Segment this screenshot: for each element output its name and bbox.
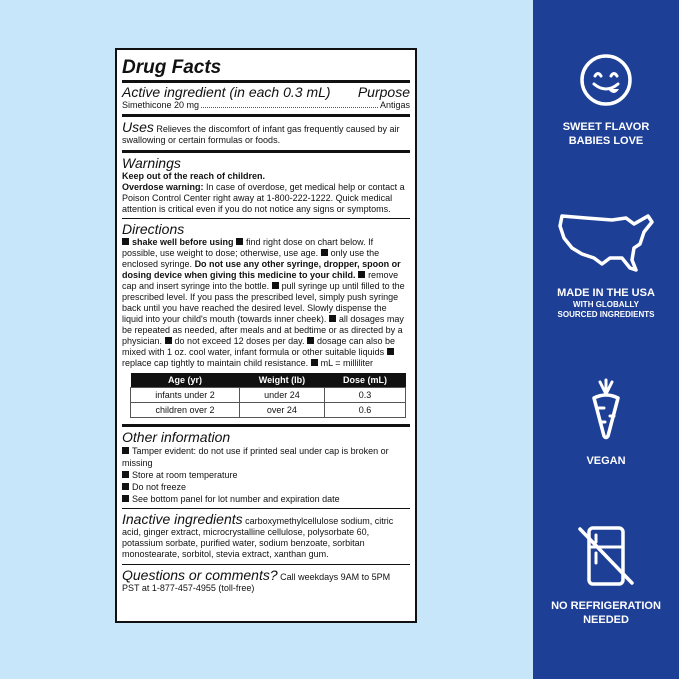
list-item: See bottom panel for lot number and expiration date xyxy=(122,493,410,505)
directions-text: shake well before using find right dose on chart below. If possible, use weight to dose; otherwise, use age. only use the enclosed syringe. Do not use any other syringe, dropper, spoon or dosing device when giving this medicine to your child. remove cap and insert syringe into the bottle. pull syringe up until filled to the prescribed level. If you pass the prescribed level, simply push syringe back until you have reached the desired level. Slowly dispense the liquid into your child's mouth (towards inner cheek). all dosages may be repeated as needed, after meals and at bedtime or as directed by a physician. do not exceed 12 doses per day. dosage can also be mixed with 1 oz. cool water, infant formula or other suitable liquids replace cap tightly to maintain child resistance. mL = milliliter xyxy=(122,237,405,368)
uses-heading: Uses xyxy=(122,119,154,135)
feature-sweet-flavor xyxy=(533,52,679,148)
inactive-heading: Inactive ingredients xyxy=(122,511,243,527)
other-info-heading: Other information xyxy=(122,429,231,445)
feature-label: NEEDED xyxy=(583,614,629,626)
usa-map-icon xyxy=(556,208,656,274)
feature-no-refrigeration xyxy=(533,525,679,627)
overdose-label: Overdose warning: xyxy=(122,182,204,192)
list-item: Store at room temperature xyxy=(122,469,410,481)
feature-label: MADE IN THE USA xyxy=(557,287,655,299)
inactive-text: carboxymethylcellulose sodium, citric acid, ginger extract, microcrystalline cellulose, polysorbate 60, potassium sorbate, purified water, sodium benzoate, sorbitan monostearate, sorbitol, stevia extract, xanthan gum. xyxy=(122,516,394,559)
feature-sidebar xyxy=(533,0,679,679)
active-ingredient-name: Simethicone 20 mg xyxy=(122,100,200,110)
feature-label: BABIES LOVE xyxy=(568,135,644,147)
list-item: Tamper evident: do not use if printed seal under cap is broken or missing xyxy=(122,446,389,468)
carrot-icon xyxy=(586,378,626,440)
questions-heading: Questions or comments? xyxy=(122,567,278,583)
feature-label: VEGAN xyxy=(586,455,626,467)
table-row: children over 2 over 24 0.6 xyxy=(131,403,406,418)
drug-facts-title: Drug Facts xyxy=(122,57,222,78)
table-header: Dose (mL) xyxy=(324,373,405,388)
list-item: Do not freeze xyxy=(122,481,410,493)
table-header: Weight (lb) xyxy=(239,373,324,388)
feature-made-in-usa xyxy=(533,208,679,320)
feature-sublabel: SOURCED INGREDIENTS xyxy=(557,310,655,319)
active-ingredient-purpose: Antigas xyxy=(379,100,410,110)
overdose-text: In case of overdose, get medical help or contact a Poison Control Center right away at 1-800-222-1222. Quick medical attention is critical even if you do not notice any signs or symptoms. xyxy=(122,182,405,214)
drug-facts-panel xyxy=(115,48,417,623)
feature-sublabel: WITH GLOBALLY xyxy=(573,300,639,309)
table-row: infants under 2 under 24 0.3 xyxy=(131,388,406,403)
feature-vegan xyxy=(533,378,679,468)
dosage-table xyxy=(130,373,406,418)
questions-text: Call weekdays 9AM to 5PM PST at 1-877-457-4955 (toll-free) xyxy=(122,572,391,593)
feature-label: NO REFRIGERATION xyxy=(551,600,661,612)
fridge-no-icon xyxy=(576,525,636,587)
table-header: Age (yr) xyxy=(131,373,240,388)
warnings-keep-out: Keep out of the reach of children. xyxy=(122,171,266,181)
purpose-heading: Purpose xyxy=(357,84,410,100)
directions-heading: Directions xyxy=(122,221,185,237)
warnings-heading: Warnings xyxy=(122,155,181,171)
smiley-tongue-icon xyxy=(578,52,634,108)
uses-text: Relieves the discomfort of infant gas frequently caused by air swallowing or certain formulas or foods. xyxy=(122,124,400,145)
active-ingredient-heading: Active ingredient (in each 0.3 mL) xyxy=(122,84,331,100)
feature-label: SWEET FLAVOR xyxy=(562,121,650,133)
